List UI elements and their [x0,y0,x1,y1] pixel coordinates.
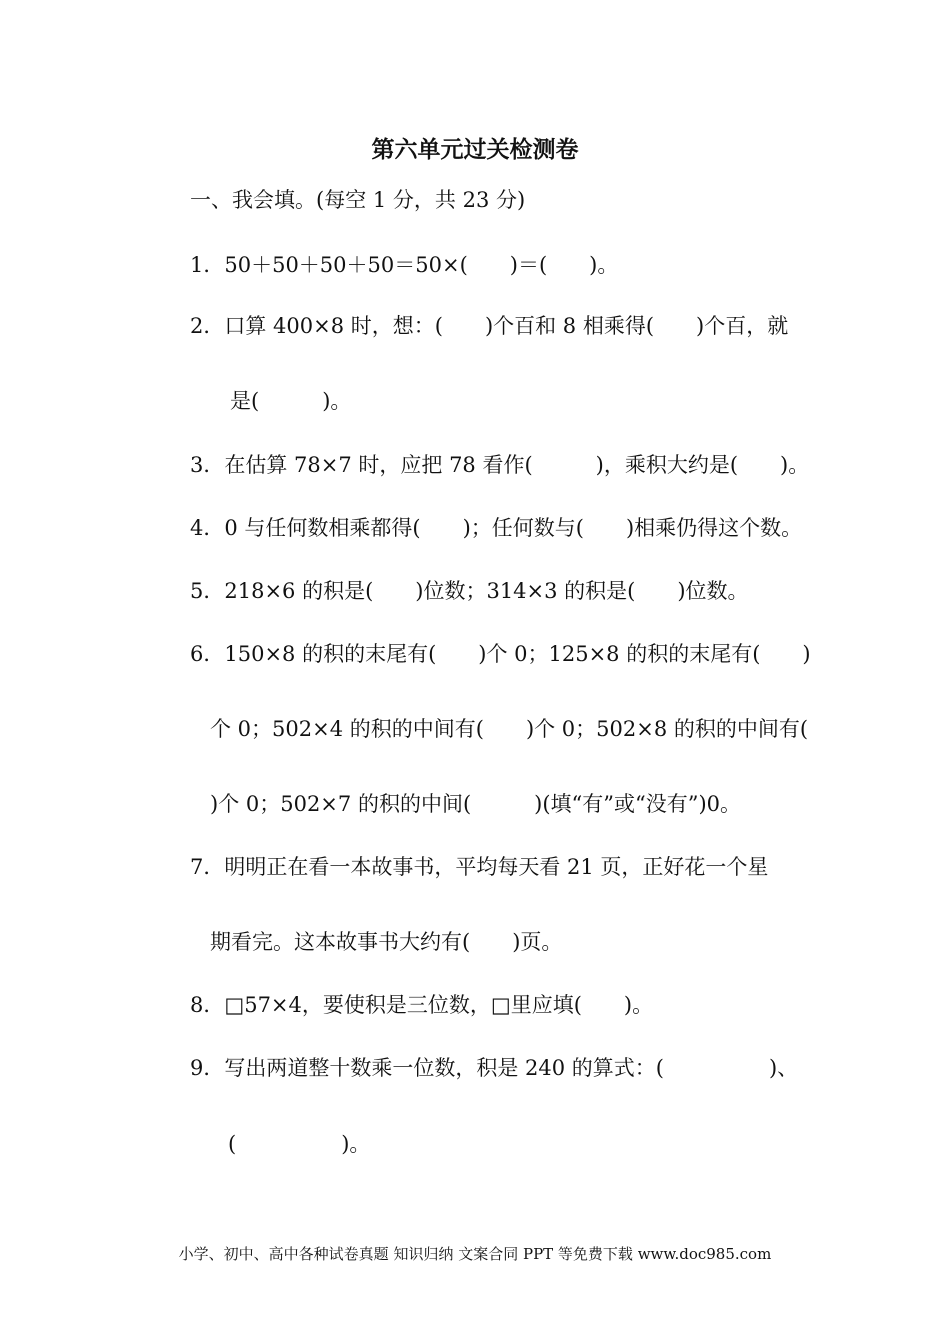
question-3: 3．在估算 78×7 时，应把 78 看作( )，乘积大约是( )。 [190,453,810,477]
question-1: 1．50＋50＋50＋50＝50×( )＝( )。 [190,253,619,277]
question-6-continued-1: 个 0；502×4 的积的中间有( )个 0；502×8 的积的中间有( [210,717,809,741]
question-5: 5．218×6 的积是( )位数；314×3 的积是( )位数。 [190,579,749,603]
question-8: 8．□57×4，要使积是三位数，□里应填( )。 [190,993,654,1017]
question-4: 4．0 与任何数相乘都得( )；任何数与( )相乘仍得这个数。 [190,516,803,540]
section-heading: 一、我会填。(每空 1 分，共 23 分) [190,188,526,212]
question-6: 6．150×8 的积的末尾有( )个 0；125×8 的积的末尾有( ) [190,642,811,666]
question-9: 9．写出两道整十数乘一位数，积是 240 的算式：( )、 [190,1056,799,1080]
page-footer: 小学、初中、高中各种试卷真题 知识归纳 文案合同 PPT 等免费下载 www.doc985.com [178,1245,772,1263]
question-2: 2．口算 400×8 时，想：( )个百和 8 相乘得( )个百，就 [190,314,789,338]
question-9-continued: ( )。 [228,1132,371,1156]
question-2-continued: 是( )。 [230,389,352,413]
question-7: 7．明明正在看一本故事书，平均每天看 21 页，正好花一个星 [190,855,769,879]
question-7-continued: 期看完。这本故事书大约有( )页。 [210,930,563,954]
page-title: 第六单元过关检测卷 [371,137,579,163]
question-6-continued-2: )个 0；502×7 的积的中间( )(填“有”或“没有”)0。 [210,792,742,816]
